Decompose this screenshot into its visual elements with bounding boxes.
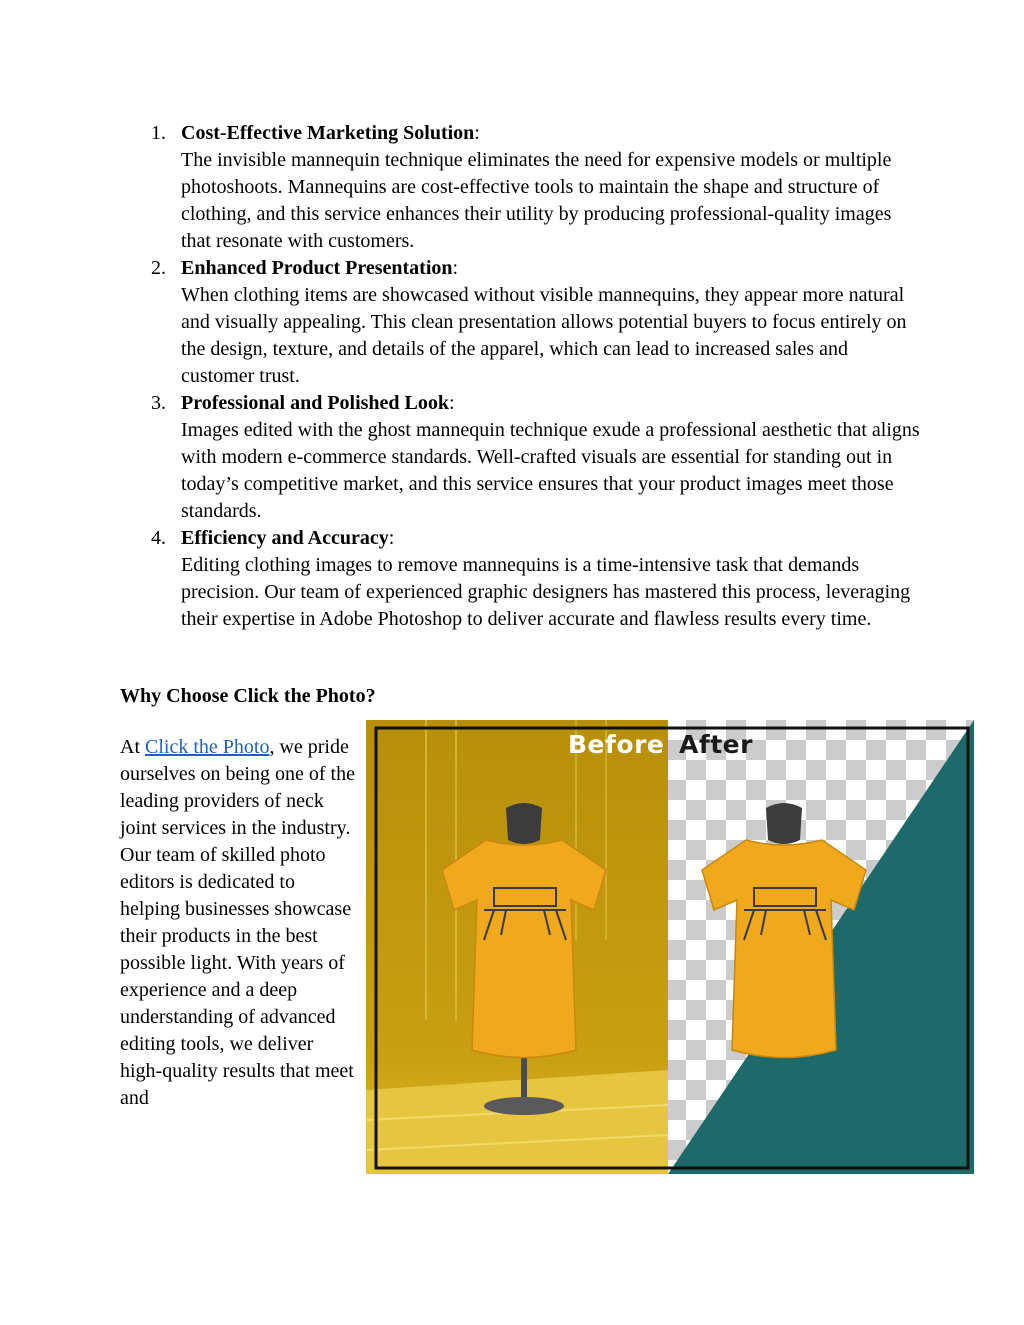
section-heading: Why Choose Click the Photo? — [120, 685, 376, 707]
item-title: Cost-Effective Marketing Solution — [181, 122, 475, 144]
list-number: 3. — [151, 392, 166, 414]
list-item — [120, 525, 920, 633]
list-item — [120, 390, 920, 525]
item-title: Enhanced Product Presentation — [181, 257, 453, 279]
item-title: Professional and Polished Look — [181, 392, 450, 414]
list-number: 1. — [151, 122, 166, 144]
mannequin-neck — [506, 803, 542, 844]
mannequin-base — [484, 1097, 564, 1115]
item-body: Images edited with the ghost mannequin technique exude a professional aesthetic that aligns with modern e-commerce standards. Well-crafted visuals are essential for standing out in today’s competitive market, and this service ensures that your product images meet those standards. — [181, 419, 920, 522]
before-after-illustration — [366, 720, 974, 1174]
after-neck-joint — [766, 803, 802, 844]
intro-prefix: At — [120, 736, 145, 758]
item-body: When clothing items are showcased without visible mannequins, they appear more natural and visually appealing. This clean presentation allows potential buyers to focus entirely on the design, texture, and details of the apparel, which can lead to increased sales and customer trust. — [181, 284, 907, 387]
after-label: After — [679, 730, 753, 759]
list-item — [120, 120, 920, 255]
before-label: Before — [568, 730, 665, 759]
list-number: 2. — [151, 257, 166, 279]
click-the-photo-link[interactable]: Click the Photo — [145, 736, 270, 758]
item-body: Editing clothing images to remove mannequins is a time-intensive task that demands precision. Our team of experienced graphic designers has mastered this process, leveraging their expertise in Adobe Photoshop to deliver accurate and flawless results every time. — [181, 554, 911, 630]
intro-paragraph — [120, 734, 358, 1112]
item-colon: : — [449, 392, 455, 414]
item-body: The invisible mannequin technique eliminates the need for expensive models or multiple photoshoots. Mannequins are cost-effective tools to maintain the shape and structure of clothing, and this service enhances their utility by producing professional-quality images that resonate with customers. — [181, 149, 892, 252]
intro-text: , we pride ourselves on being one of the leading providers of neck joint services in the industry. Our team of skilled photo editors is dedicated to helping businesses showcase their products in the best possible light. With years of experience and a deep understanding of advanced editing tools, we deliver high-quality results that meet and — [120, 736, 355, 1109]
before-after-image — [366, 720, 974, 1174]
benefits-list — [120, 120, 920, 633]
item-colon: : — [474, 122, 480, 144]
item-colon: : — [388, 527, 395, 549]
list-item — [120, 255, 920, 390]
item-title: Efficiency and Accuracy — [181, 527, 389, 549]
list-number: 4. — [151, 527, 166, 549]
item-colon: : — [452, 257, 459, 279]
